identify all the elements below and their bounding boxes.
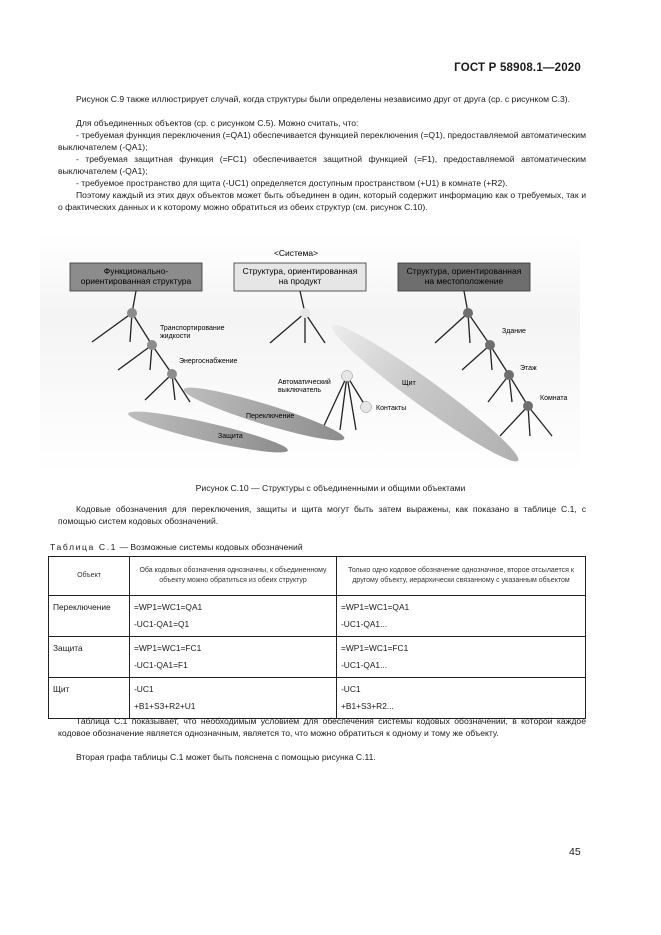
location-structure-label: Структура, ориентированная на местоположение xyxy=(406,266,522,286)
code: +B1+S3+R2... xyxy=(341,701,394,711)
paragraph: Кодовые обозначения для переключения, защиты и щита могут быть затем выражены, как показано в таблице С.1, с помощью систем кодовых обозначений. xyxy=(58,504,586,526)
breaker-label: Автоматический выключатель xyxy=(278,379,331,394)
table-row xyxy=(49,637,586,678)
energy-label: Энергоснабжение xyxy=(179,358,238,365)
object-name: Щит xyxy=(53,684,70,694)
code: =WP1=WC1=FC1 xyxy=(134,643,202,653)
floor-label: Этаж xyxy=(520,365,537,372)
code: -UC1 xyxy=(341,684,361,694)
figure-structures xyxy=(0,230,661,480)
panel-label: Щит xyxy=(402,380,416,387)
function-node xyxy=(127,308,137,318)
table-header-cell: Объект xyxy=(49,557,130,596)
function-node xyxy=(167,369,177,379)
list-item: - требуемое пространство для щита (-UC1) определяется доступным пространством (+U1) в комнате (+R2). xyxy=(76,178,508,188)
code: -UC1-QA1=Q1 xyxy=(134,619,190,629)
location-node xyxy=(463,308,473,318)
building-label: Здание xyxy=(502,328,526,335)
table-header-cell: Оба кодовых обозначения однозначны, к объединенному объекту можно обратиться из обеих структур xyxy=(130,557,337,596)
product-node xyxy=(300,308,310,318)
table-caption xyxy=(50,542,303,552)
paragraph: Для объединенных объектов (ср. с рисунком С.5). Можно считать, что: xyxy=(76,118,359,128)
product-structure-label: Структура, ориентированная на продукт xyxy=(242,266,358,286)
table-row xyxy=(49,678,586,719)
table-cell xyxy=(130,637,337,678)
contacts-label: Контакты xyxy=(376,405,407,412)
location-node xyxy=(523,401,533,411)
object-name: Защита xyxy=(53,643,83,653)
paragraph: Вторая графа таблицы С.1 может быть пояснена с помощью рисунка С.11. xyxy=(76,752,376,762)
list-item: - требуемая функция переключения (=QA1) обеспечивается функцией переключения (=Q1), предоставляемой автоматическим выключателем (-QA1); xyxy=(58,130,586,152)
code: -UC1-QA1=F1 xyxy=(134,660,188,670)
code: =WP1=WC1=QA1 xyxy=(341,602,410,612)
table-cell xyxy=(337,596,586,637)
location-node xyxy=(485,340,495,350)
table-cell-object xyxy=(49,637,130,678)
paragraph: Поэтому каждый из этих двух объектов может быть объединен в один, который содержит информацию как о требуемых, так и о фактических данных и к которому можно обратиться из обеих структур (см. рисунок С.10). xyxy=(58,190,586,212)
room-label: Комната xyxy=(540,395,568,402)
standard-header: ГОСТ Р 58908.1—2020 xyxy=(454,62,581,74)
table-header-cell: Только одно кодовое обозначение однозначное, второе отсылается к другому объекту, иерархически связанному с указанным объектом xyxy=(337,557,586,596)
table-cell-object xyxy=(49,678,130,719)
switching-label: Переключение xyxy=(246,413,295,420)
location-node xyxy=(504,370,514,380)
paragraph: Таблица С.1 показывает, что необходимым условием для обеспечения системы кодовых обозначений, в которой каждое кодовое обозначение является однозначным, является то, что можно обратиться к одному и тому же объекту. xyxy=(58,716,586,738)
figure-caption: Рисунок С.10 — Структуры с объединенными и общими объектами xyxy=(195,483,466,493)
code: -UC1 xyxy=(134,684,154,694)
code: =WP1=WC1=FC1 xyxy=(341,643,409,653)
table-cell xyxy=(337,637,586,678)
table-caption-prefix: Таблица С.1 xyxy=(50,542,118,552)
code-systems-table xyxy=(48,556,586,719)
table-cell-object xyxy=(49,596,130,637)
contacts-node xyxy=(361,402,372,413)
code: -UC1-QA1... xyxy=(341,619,388,629)
table-cell xyxy=(130,596,337,637)
protection-label: Защита xyxy=(218,433,243,440)
code: +B1+S3+R2+U1 xyxy=(134,701,196,711)
table-header-row xyxy=(49,557,586,596)
table-cell xyxy=(130,678,337,719)
table-caption-text: — Возможные системы кодовых обозначений xyxy=(117,542,303,552)
page-number: 45 xyxy=(569,846,581,858)
system-label: <Система> xyxy=(273,248,319,258)
function-node xyxy=(147,340,157,350)
breaker-node xyxy=(342,371,353,382)
code: =WP1=WC1=QA1 xyxy=(134,602,203,612)
transport-label: Транспортирование жидкости xyxy=(160,325,225,340)
table-row xyxy=(49,596,586,637)
paragraph: Рисунок С.9 также иллюстрирует случай, когда структуры были определены независимо друг от друга (ср. с рисунком С.3). xyxy=(76,94,571,104)
function-structure-label: Функционально-ориентированная структура xyxy=(80,266,192,286)
table-cell xyxy=(337,678,586,719)
code: -UC1-QA1... xyxy=(341,660,388,670)
object-name: Переключение xyxy=(53,602,111,612)
list-item: - требуемая защитная функция (=FC1) обеспечивается защитной функцией (=F1), предоставляемой автоматическим выключателем (-QA1); xyxy=(58,154,586,176)
